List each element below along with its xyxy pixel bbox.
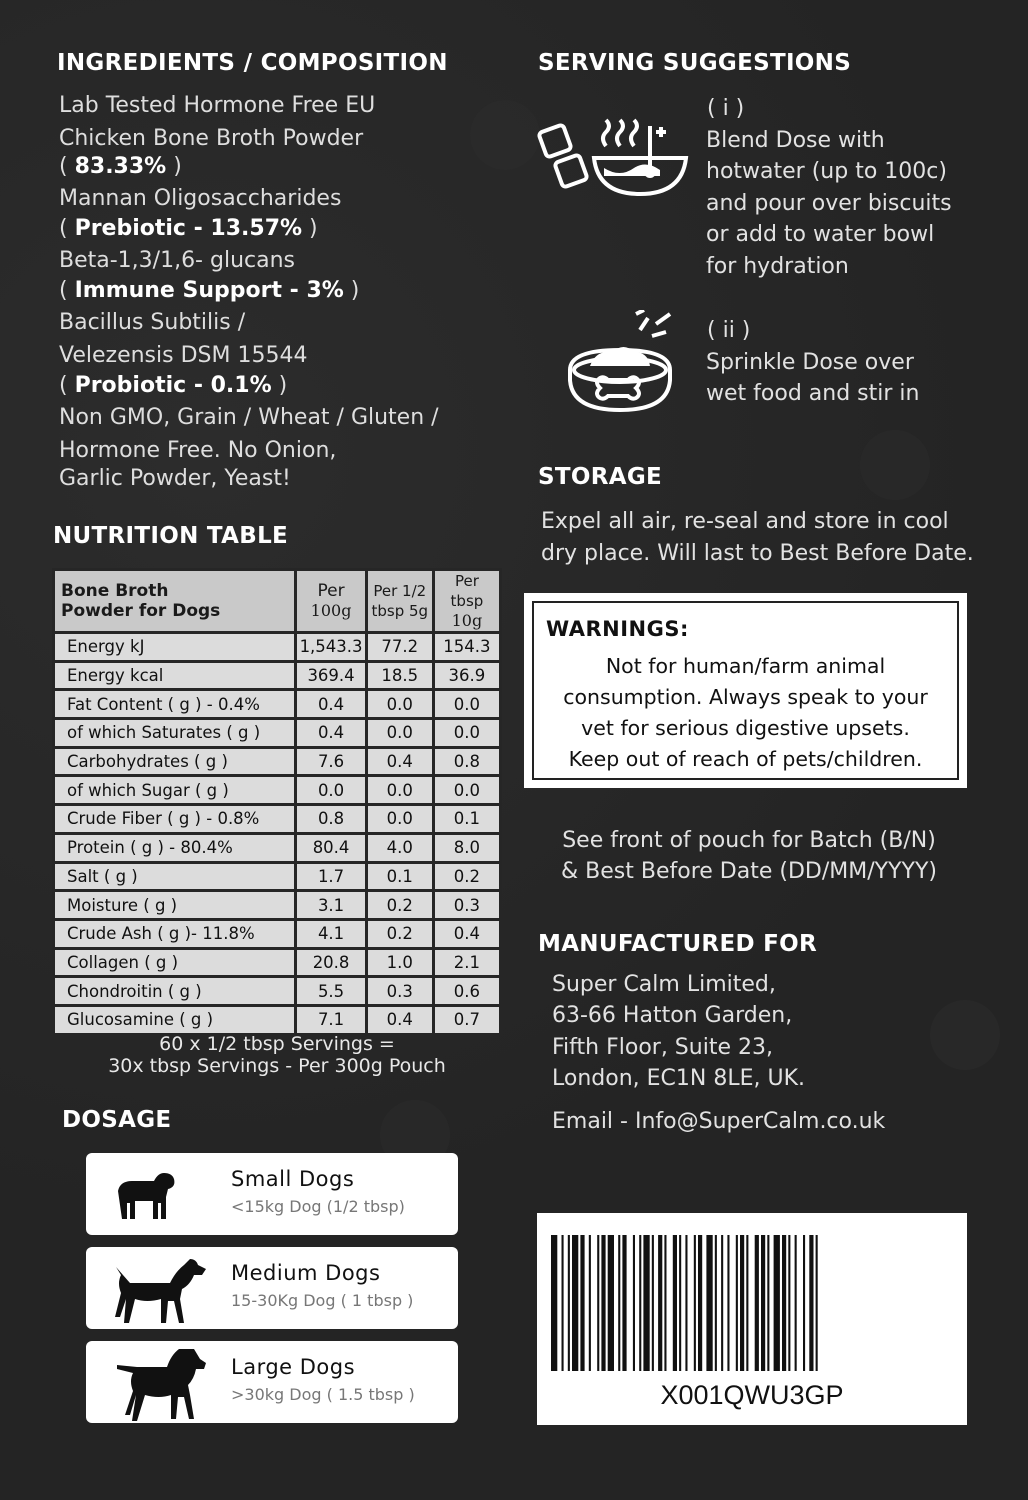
warnings-box <box>524 593 967 788</box>
value-per-100g: 0.8 <box>297 806 364 832</box>
nutrient-label: Crude Fiber ( g ) - 0.8% <box>55 806 294 832</box>
blend-bowl-icon <box>536 118 691 198</box>
ingredient-percent: 83.33% <box>74 154 167 179</box>
address-line: 63-66 Hatton Garden, <box>552 1003 793 1029</box>
nutrition-row <box>55 663 499 689</box>
col-header-top: Per 1/2 <box>373 582 427 600</box>
nutrition-row <box>55 777 499 803</box>
barcode-bar <box>608 1235 614 1371</box>
barcode-bar <box>633 1235 635 1371</box>
barcode-bar <box>601 1235 605 1371</box>
barcode-bar <box>809 1235 813 1371</box>
col-header-bottom: tbsp 5g <box>371 602 429 620</box>
dosage-card-medium <box>86 1247 458 1329</box>
dosage-card-large <box>86 1341 458 1423</box>
barcode-bar <box>580 1235 584 1371</box>
dosage-card-title: Medium Dogs <box>231 1261 381 1285</box>
barcode-bar <box>755 1235 759 1371</box>
nutrient-label: Collagen ( g ) <box>55 950 294 976</box>
nutrition-row <box>55 749 499 775</box>
servings-note: 30x tbsp Servings - Per 300g Pouch <box>108 1055 446 1077</box>
barcode-bar <box>679 1235 681 1371</box>
warning-line: consumption. Always speak to your <box>563 685 928 709</box>
nutrient-label: Carbohydrates ( g ) <box>55 749 294 775</box>
dosage-card-subtitle: <15kg Dog (1/2 tbsp) <box>231 1197 405 1216</box>
batch-line: & Best Before Date (DD/MM/YYYY) <box>561 859 937 884</box>
ingredients-heading: INGREDIENTS / COMPOSITION <box>57 50 448 76</box>
nutrition-row <box>55 892 499 918</box>
barcode-bar <box>618 1235 620 1371</box>
col-per-100g <box>297 571 364 631</box>
nutrition-row <box>55 691 499 717</box>
paw-decoration <box>860 430 930 500</box>
serving-line: wet food and stir in <box>706 381 920 407</box>
address-line: London, EC1N 8LE, UK. <box>552 1065 805 1091</box>
value-per-tbsp: 0.3 <box>435 892 499 918</box>
barcode-bar <box>639 1235 641 1371</box>
value-per-100g: 7.6 <box>297 749 364 775</box>
barcode-bar <box>803 1235 805 1371</box>
serving-line: Blend Dose with <box>706 128 885 153</box>
barcode-bar <box>551 1235 557 1371</box>
value-per-tbsp: 0.1 <box>435 806 499 832</box>
value-per-tbsp: 0.2 <box>435 864 499 890</box>
manufacturer-address <box>552 969 805 1094</box>
value-per-100g: 1.7 <box>297 864 364 890</box>
barcode-bar <box>795 1235 797 1371</box>
ingredient-note: Garlic Powder, Yeast! <box>59 466 291 491</box>
barcode-text: X001QWU3GP <box>660 1380 844 1410</box>
value-per-tbsp: 0.7 <box>435 1007 499 1033</box>
barcode-bar <box>715 1235 717 1371</box>
warnings-border <box>532 601 959 780</box>
barcode-bar <box>816 1235 818 1371</box>
nutrition-row <box>55 720 499 746</box>
nutrient-label: Crude Ash ( g )- 11.8% <box>55 921 294 947</box>
nutrient-label: of which Sugar ( g ) <box>55 777 294 803</box>
value-per-100g: 80.4 <box>297 835 364 861</box>
barcode-bar <box>698 1235 702 1371</box>
col-per-half-tbsp <box>368 571 432 631</box>
barcode-bar <box>746 1235 748 1371</box>
address-line: Super Calm Limited, <box>552 972 776 997</box>
barcode-bar <box>572 1235 578 1371</box>
barcode-bar <box>622 1235 626 1371</box>
value-per-100g: 3.1 <box>297 892 364 918</box>
value-per-100g: 0.4 <box>297 720 364 746</box>
barcode-bar <box>568 1235 570 1371</box>
warnings-text <box>534 651 957 775</box>
serving-step-2-text <box>706 347 919 410</box>
serving-line: or add to water bowl <box>706 222 935 248</box>
value-per-100g: 5.5 <box>297 978 364 1004</box>
value-per-half-tbsp: 0.4 <box>368 749 432 775</box>
storage-text <box>541 506 974 569</box>
barcode-bar <box>774 1235 780 1371</box>
nutrition-row <box>55 978 499 1004</box>
value-per-tbsp: 36.9 <box>435 663 499 689</box>
value-per-tbsp: 0.8 <box>435 749 499 775</box>
nutrition-header-label <box>55 571 294 631</box>
barcode-bar <box>694 1235 696 1371</box>
ingredient-note: Non GMO, Grain / Wheat / Gluten / <box>59 405 439 430</box>
value-per-100g: 1,543.3 <box>297 634 364 660</box>
serving-line: Sprinkle Dose over <box>706 350 914 375</box>
nutrition-row <box>55 835 499 861</box>
storage-line: dry place. Will last to Best Before Date. <box>541 540 974 566</box>
warnings-title: WARNINGS: <box>546 617 689 641</box>
nutrient-label: of which Saturates ( g ) <box>55 720 294 746</box>
batch-info <box>524 825 974 887</box>
warning-line: vet for serious digestive upsets. <box>581 716 910 740</box>
value-per-tbsp: 0.0 <box>435 720 499 746</box>
barcode-bar <box>721 1235 723 1371</box>
ingredient-percent: Immune Support - 3% <box>74 278 344 303</box>
storage-heading: STORAGE <box>538 464 663 490</box>
ingredient-line: Lab Tested Hormone Free EU <box>59 93 376 118</box>
barcode-bar <box>589 1235 591 1371</box>
barcode-bar <box>673 1235 677 1371</box>
value-per-100g: 0.4 <box>297 691 364 717</box>
ingredient-percent: Prebiotic - 13.57% <box>74 216 303 241</box>
nutrition-row <box>55 806 499 832</box>
manufacturer-email: Email - Info@SuperCalm.co.uk <box>552 1109 886 1134</box>
serving-line: hotwater (up to 100c) <box>706 159 947 185</box>
nutrient-label: Energy kJ <box>55 634 294 660</box>
nutrition-heading: NUTRITION TABLE <box>53 523 289 549</box>
value-per-100g: 7.1 <box>297 1007 364 1033</box>
ingredients-list: Lab Tested Hormone Free EU Chicken Bone Broth Powder ( 83.33% ) Mannan Oligosaccharides ( Prebiotic - 13.57% ) Beta-1,3/1,6- glucans ( Immune Support - 3% ) Bacillus Subtilis / Velezensis DSM 15544 ( Probiotic - 0.1% ) Non GMO, Grain / Wheat / Gluten / Hormone Free. No Onion, Garlic Powder, Yeast! <box>59 91 489 492</box>
ingredient-note: Hormone Free. No Onion, <box>59 438 337 463</box>
value-per-half-tbsp: 0.1 <box>368 864 432 890</box>
col-header-top: Per tbsp <box>450 572 484 610</box>
ingredient-percent: Probiotic - 0.1% <box>74 373 272 398</box>
value-per-half-tbsp: 0.0 <box>368 777 432 803</box>
header-label-line: Powder for Dogs <box>61 601 221 621</box>
large-dog-icon <box>110 1347 210 1423</box>
nutrition-row <box>55 634 499 660</box>
serving-step-2-number: ( ii ) <box>707 318 751 343</box>
value-per-half-tbsp: 0.0 <box>368 806 432 832</box>
nutrient-label: Moisture ( g ) <box>55 892 294 918</box>
warning-line: Not for human/farm animal <box>605 654 886 678</box>
serving-heading: SERVING SUGGESTIONS <box>538 50 852 76</box>
nutrient-label: Energy kcal <box>55 663 294 689</box>
nutrient-label: Chondroitin ( g ) <box>55 978 294 1004</box>
value-per-tbsp: 0.4 <box>435 921 499 947</box>
paw-decoration <box>930 1000 1000 1070</box>
nutrition-header-row <box>55 571 499 631</box>
dosage-card-title: Small Dogs <box>231 1167 355 1191</box>
value-per-100g: 4.1 <box>297 921 364 947</box>
serving-step-1-number: ( i ) <box>707 96 745 121</box>
barcode-bar <box>685 1235 687 1371</box>
nutrition-row <box>55 1007 499 1033</box>
barcode-bar <box>761 1235 765 1371</box>
dosage-card-title: Large Dogs <box>231 1355 356 1379</box>
ingredient-line: Beta-1,3/1,6- glucans <box>59 248 295 273</box>
value-per-tbsp: 0.6 <box>435 978 499 1004</box>
value-per-tbsp: 154.3 <box>435 634 499 660</box>
value-per-tbsp: 0.0 <box>435 691 499 717</box>
barcode-bar <box>562 1235 564 1371</box>
barcode-bars <box>551 1235 953 1383</box>
small-dog-icon <box>110 1159 180 1231</box>
value-per-half-tbsp: 1.0 <box>368 950 432 976</box>
col-header-bottom: 10g <box>451 611 483 630</box>
value-per-half-tbsp: 0.4 <box>368 1007 432 1033</box>
servings-note: 60 x 1/2 tbsp Servings = <box>159 1033 395 1055</box>
value-per-half-tbsp: 4.0 <box>368 835 432 861</box>
ingredient-line: Bacillus Subtilis / <box>59 310 246 335</box>
nutrition-row <box>55 950 499 976</box>
value-per-100g: 369.4 <box>297 663 364 689</box>
value-per-half-tbsp: 0.2 <box>368 921 432 947</box>
address-line: Fifth Floor, Suite 23, <box>552 1034 773 1060</box>
barcode-bar <box>736 1235 738 1371</box>
col-header-top: Per <box>317 581 345 601</box>
barcode-bar <box>652 1235 654 1371</box>
dosage-card-subtitle: >30kg Dog ( 1.5 tbsp ) <box>231 1385 415 1404</box>
barcode-bar <box>782 1235 786 1371</box>
col-header-bottom: 100g <box>310 601 352 620</box>
barcode-bar <box>740 1235 744 1371</box>
batch-line: See front of pouch for Batch (B/N) <box>562 828 936 853</box>
manufacturer-heading: MANUFACTURED FOR <box>538 931 818 957</box>
value-per-half-tbsp: 0.0 <box>368 720 432 746</box>
ingredient-line: Chicken Bone Broth Powder <box>59 126 364 151</box>
value-per-half-tbsp: 0.2 <box>368 892 432 918</box>
storage-line: Expel all air, re-seal and store in cool <box>541 509 949 534</box>
nutrient-label: Salt ( g ) <box>55 864 294 890</box>
barcode-bar <box>664 1235 666 1371</box>
nutrient-label: Fat Content ( g ) - 0.4% <box>55 691 294 717</box>
barcode-bar <box>706 1235 712 1371</box>
barcode-bar <box>767 1235 769 1371</box>
value-per-tbsp: 2.1 <box>435 950 499 976</box>
nutrient-label: Protein ( g ) - 80.4% <box>55 835 294 861</box>
dosage-heading: DOSAGE <box>62 1107 172 1133</box>
value-per-half-tbsp: 77.2 <box>368 634 432 660</box>
header-label-line: Bone Broth <box>61 581 169 601</box>
value-per-half-tbsp: 0.3 <box>368 978 432 1004</box>
value-per-tbsp: 0.0 <box>435 777 499 803</box>
nutrition-row <box>55 921 499 947</box>
col-per-tbsp <box>435 571 499 631</box>
serving-step-1-text <box>706 125 952 282</box>
warning-line: Keep out of reach of pets/children. <box>568 747 923 771</box>
value-per-tbsp: 8.0 <box>435 835 499 861</box>
barcode-bar <box>597 1235 599 1371</box>
dosage-card-small <box>86 1153 458 1235</box>
barcode-panel <box>537 1213 967 1425</box>
sprinkle-food-bowl-icon <box>560 310 680 420</box>
nutrition-row <box>55 864 499 890</box>
value-per-100g: 20.8 <box>297 950 364 976</box>
value-per-100g: 0.0 <box>297 777 364 803</box>
value-per-half-tbsp: 18.5 <box>368 663 432 689</box>
barcode-bar <box>658 1235 662 1371</box>
value-per-half-tbsp: 0.0 <box>368 691 432 717</box>
nutrition-table <box>52 568 502 1036</box>
barcode-bar <box>643 1235 649 1371</box>
medium-dog-icon <box>110 1253 210 1325</box>
serving-line: and pour over biscuits <box>706 190 952 216</box>
barcode-bar <box>788 1235 790 1371</box>
ingredient-line: Mannan Oligosaccharides <box>59 186 342 211</box>
dosage-card-subtitle: 15-30Kg Dog ( 1 tbsp ) <box>231 1291 414 1310</box>
nutrient-label: Glucosamine ( g ) <box>55 1007 294 1033</box>
ingredient-line: Velezensis DSM 15544 <box>59 343 308 368</box>
barcode-bar <box>727 1235 729 1371</box>
serving-line: for hydration <box>706 253 849 279</box>
